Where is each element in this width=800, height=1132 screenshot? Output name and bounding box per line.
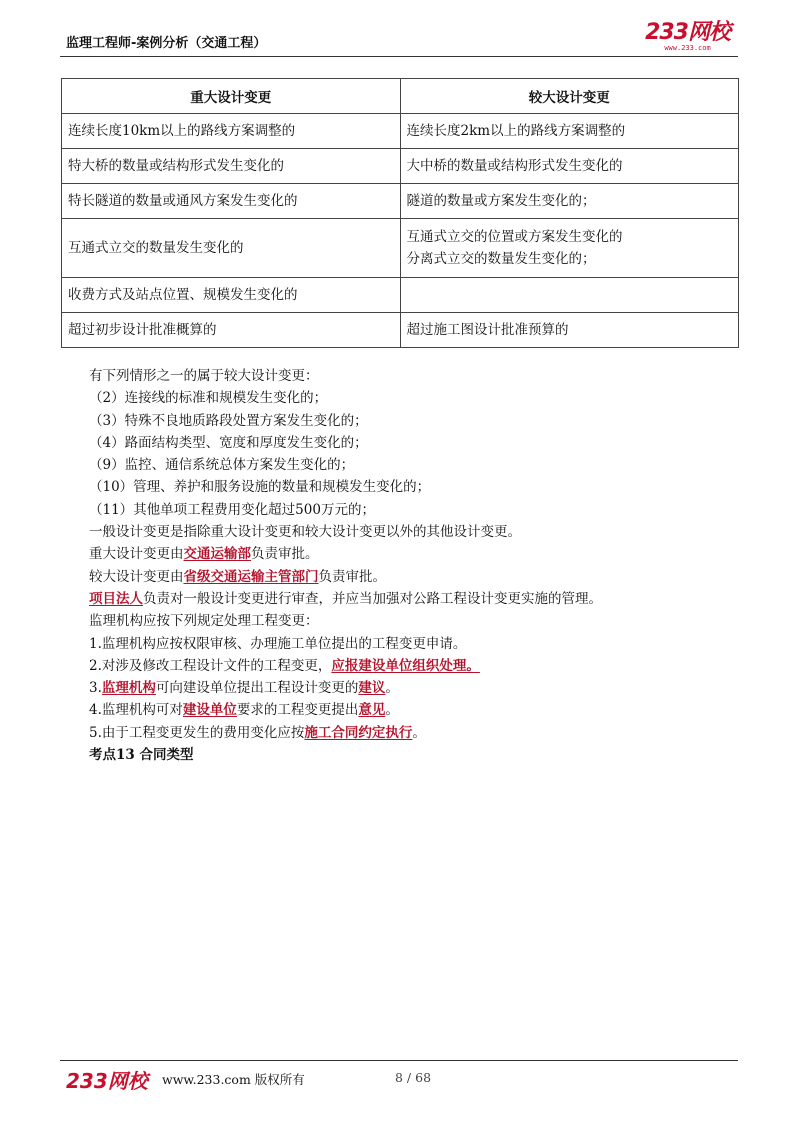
highlight-rule-3a: 监理机构	[101, 680, 156, 697]
highlight-rule-4b: 意见	[358, 702, 386, 719]
table-cell: 连续长度2km以上的路线方案调整的	[400, 114, 739, 149]
list-item: （11）其他单项工程费用变化超过500万元的；	[89, 501, 375, 518]
list-item: （4）路面结构类型、宽度和厚度发生变化的；	[89, 434, 368, 451]
table-cell: 特长隧道的数量或通风方案发生变化的	[62, 184, 401, 219]
highlight-ministry: 交通运输部	[183, 546, 251, 563]
table-cell: 隧道的数量或方案发生变化的；	[400, 184, 739, 219]
list-item: （3）特殊不良地质路段处置方案发生变化的；	[89, 412, 368, 429]
header-divider	[60, 56, 738, 57]
rule-3: 3.监理机构可向建设单位提出工程设计变更的建议。	[89, 680, 399, 697]
table-cell: 特大桥的数量或结构形式发生变化的	[62, 149, 401, 184]
brand-logo	[645, 22, 730, 52]
list-item: （9）监控、通信系统总体方案发生变化的；	[89, 457, 355, 474]
body-text	[89, 365, 739, 766]
footer-logo: 233网校	[66, 1069, 148, 1093]
rule-2: 2.对涉及修改工程设计文件的工程变更，应报建设单位组织处理。	[89, 657, 480, 674]
table-cell: 互通式立交的数量发生变化的	[62, 219, 401, 278]
owner-line: 项目法人负责对一般设计变更进行审查，并应当加强对公路工程设计变更实施的管理。	[89, 590, 602, 607]
page-number: 8 / 68	[395, 1070, 432, 1085]
highlight-rule-5: 施工合同约定执行	[304, 724, 413, 741]
table-cell	[400, 219, 739, 278]
highlight-rule-4a: 建设单位	[182, 702, 237, 719]
logo-url: www.233.com	[664, 44, 711, 52]
header-major: 重大设计变更	[62, 79, 401, 114]
logo-text: 233网校	[645, 20, 730, 45]
table-cell: 超过施工图设计批准预算的	[400, 313, 739, 348]
table-cell: 超过初步设计批准概算的	[62, 313, 401, 348]
table-cell: 收费方式及站点位置、规模发生变化的	[62, 278, 401, 313]
list-item: （10）管理、养护和服务设施的数量和规模发生变化的；	[89, 479, 431, 496]
table-header-row	[62, 79, 739, 114]
header-large: 较大设计变更	[400, 79, 739, 114]
table-cell-line: 互通式立交的位置或方案发生变化的	[406, 229, 623, 245]
footer-copyright: www.233.com 版权所有	[162, 1072, 305, 1087]
table-row	[62, 184, 739, 219]
large-approval-line: 较大设计变更由省级交通运输主管部门负责审批。	[89, 568, 386, 585]
major-approval-line: 重大设计变更由交通运输部负责审批。	[89, 546, 319, 563]
section-heading: 考点13 合同类型	[89, 747, 194, 764]
rule-4: 4.监理机构可对建设单位要求的工程变更提出意见。	[89, 702, 399, 719]
highlight-rule-2: 应报建设单位组织处理。	[331, 657, 480, 674]
intro-line: 有下列情形之一的属于较大设计变更：	[89, 368, 319, 384]
table-cell-line: 分离式立交的数量发生变化的；	[406, 251, 596, 267]
highlight-rule-3b: 建议	[358, 680, 386, 697]
highlight-project-owner: 项目法人	[89, 590, 143, 607]
table-row	[62, 149, 739, 184]
rule-5: 5.由于工程变更发生的费用变化应按施工合同约定执行。	[89, 724, 426, 741]
list-item: （2）连接线的标准和规模发生变化的；	[89, 390, 328, 407]
table-cell	[400, 278, 739, 313]
highlight-provincial-dept: 省级交通运输主管部门	[183, 568, 319, 585]
header-title: 监理工程师-案例分析（交通工程）	[66, 36, 267, 51]
table-row	[62, 219, 739, 278]
table-cell: 大中桥的数量或结构形式发生变化的	[400, 149, 739, 184]
footer-divider	[60, 1060, 738, 1061]
table-cell: 连续长度10km以上的路线方案调整的	[62, 114, 401, 149]
table-row	[62, 313, 739, 348]
design-change-table	[61, 78, 739, 348]
table-row	[62, 278, 739, 313]
rule-1: 1.监理机构应按权限审核、办理施工单位提出的工程变更申请。	[89, 635, 467, 652]
general-change-line: 一般设计变更是指除重大设计变更和较大设计变更以外的其他设计变更。	[89, 524, 521, 541]
supervisor-intro: 监理机构应按下列规定处理工程变更：	[89, 613, 319, 630]
table-row	[62, 114, 739, 149]
